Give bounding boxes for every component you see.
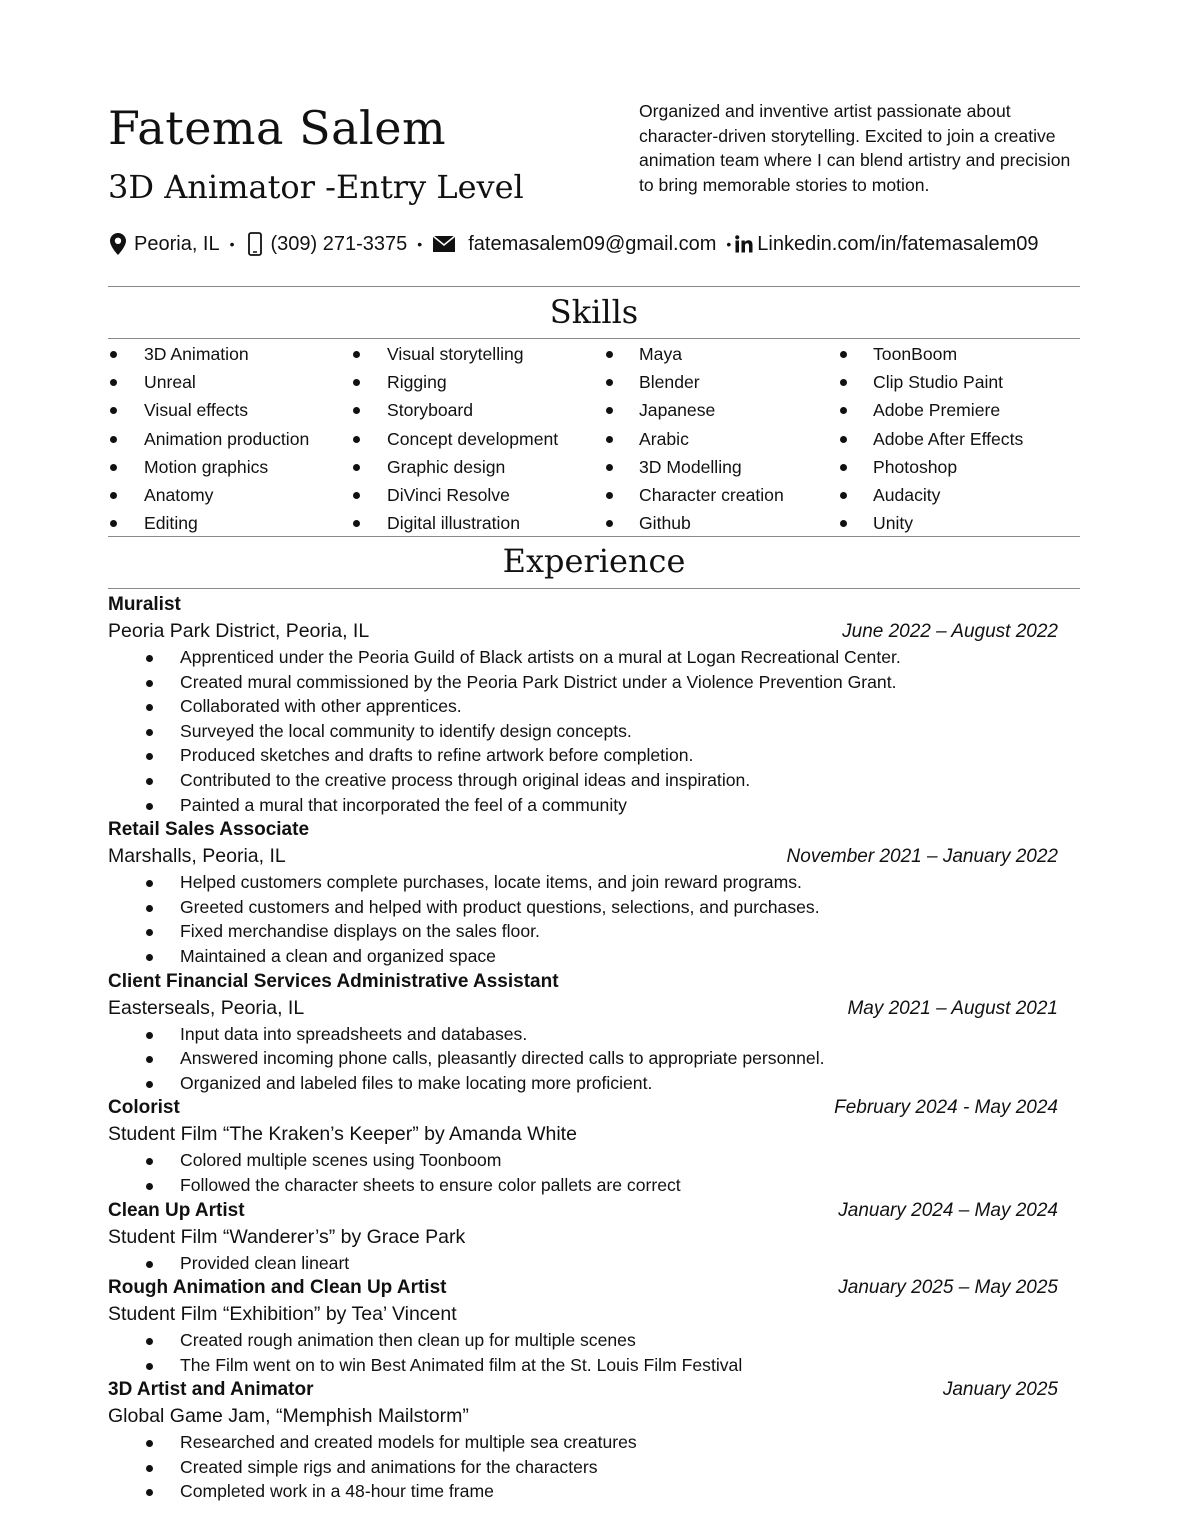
job-title: Retail Sales Associate bbox=[108, 819, 310, 841]
list-item: Contributed to the creative process through original ideas and inspiration. bbox=[108, 768, 1058, 793]
list-item: Collaborated with other apprentices. bbox=[108, 694, 1058, 719]
contact-phone: (309) 271-3375 bbox=[270, 232, 408, 255]
bullet-dot bbox=[146, 929, 153, 936]
job-organization: Marshalls, Peoria, IL November 2021 – January 2022 bbox=[108, 843, 1058, 870]
list-item: Answered incoming phone calls, pleasantly directed calls to appropriate personnel. bbox=[108, 1046, 1058, 1071]
bullet-dot bbox=[840, 520, 847, 527]
job-title: Clean Up Artist January 2024 – May 2024 bbox=[108, 1198, 1058, 1224]
divider bbox=[108, 588, 1080, 589]
list-item: Helped customers complete purchases, locate items, and join reward programs. bbox=[108, 870, 1058, 895]
list-item: Greeted customers and helped with product questions, selections, and purchases. bbox=[108, 895, 1058, 920]
skill-item: Maya bbox=[604, 341, 834, 369]
bullet-dot bbox=[840, 379, 847, 386]
skill-item: DiVinci Resolve bbox=[351, 482, 591, 510]
bullet-dot bbox=[110, 492, 117, 499]
skill-item: Japanese bbox=[604, 397, 834, 425]
job-entry bbox=[108, 1198, 1058, 1276]
contact-location: Peoria, IL bbox=[134, 232, 220, 255]
bullet-dot bbox=[840, 464, 847, 471]
bullet-dot bbox=[353, 379, 360, 386]
job-title: Muralist bbox=[108, 594, 181, 615]
bullet-dot bbox=[146, 1158, 153, 1165]
candidate-name: Fatema Salem bbox=[108, 101, 447, 155]
bullet-dot bbox=[110, 464, 117, 471]
list-item: Fixed merchandise displays on the sales floor. bbox=[108, 919, 1058, 944]
skill-item: Blender bbox=[604, 369, 834, 397]
contact-separator: • bbox=[229, 236, 235, 252]
list-item: Created simple rigs and animations for the characters bbox=[108, 1455, 1058, 1480]
bullet-dot bbox=[146, 905, 153, 912]
job-bullets bbox=[108, 870, 1058, 968]
bullet-dot bbox=[353, 351, 360, 358]
job-bullets bbox=[108, 645, 1058, 817]
bullet-dot bbox=[606, 351, 613, 358]
contact-email-link[interactable]: fatemasalem09@gmail.com bbox=[468, 232, 717, 255]
skill-item: Digital illustration bbox=[351, 510, 591, 538]
bullet-dot bbox=[146, 1032, 153, 1039]
job-organization: Global Game Jam, “Memphish Mailstorm” bbox=[108, 1405, 469, 1428]
bullet-dot bbox=[353, 464, 360, 471]
job-dates: June 2022 – August 2022 bbox=[842, 621, 1058, 642]
job-title: Colorist February 2024 - May 2024 bbox=[108, 1095, 1058, 1121]
bullet-dot bbox=[606, 379, 613, 386]
contact-linkedin-link[interactable]: Linkedin.com/in/fatemasalem09 bbox=[757, 232, 1039, 255]
skill-item: Visual storytelling bbox=[351, 341, 591, 369]
list-item: Followed the character sheets to ensure color pallets are correct bbox=[108, 1173, 1058, 1198]
divider bbox=[108, 286, 1080, 287]
job-entry bbox=[108, 969, 1058, 1096]
bullet-dot bbox=[110, 379, 117, 386]
envelope-icon bbox=[432, 232, 456, 256]
skill-item: Unity bbox=[838, 510, 1078, 538]
list-item: Created mural commissioned by the Peoria Park District under a Violence Prevention Grant. bbox=[108, 670, 1058, 695]
bullet-dot bbox=[353, 520, 360, 527]
bullet-dot bbox=[606, 407, 613, 414]
skill-item: Arabic bbox=[604, 426, 834, 454]
divider bbox=[108, 536, 1080, 537]
list-item: Apprenticed under the Peoria Guild of Black artists on a mural at Logan Recreational Center. bbox=[108, 645, 1058, 670]
list-item: Provided clean lineart bbox=[108, 1251, 1058, 1276]
skill-item: Concept development bbox=[351, 426, 591, 454]
list-item: The Film went on to win Best Animated film at the St. Louis Film Festival bbox=[108, 1353, 1058, 1378]
job-bullets bbox=[108, 1148, 1058, 1197]
bullet-dot bbox=[146, 1338, 153, 1345]
skill-item: Motion graphics bbox=[108, 454, 338, 482]
list-item: Created rough animation then clean up for multiple scenes bbox=[108, 1328, 1058, 1353]
job-dates: January 2024 – May 2024 bbox=[838, 1199, 1058, 1221]
job-entry bbox=[108, 1275, 1058, 1377]
job-entry bbox=[108, 1377, 1058, 1504]
profile-summary: Organized and inventive artist passionate about character-driven storytelling. Excited to join a creative animation team where I can blend artistry and precision to bring memorable stories to motion. bbox=[639, 101, 1071, 195]
phone-icon bbox=[245, 232, 265, 256]
bullet-dot bbox=[840, 351, 847, 358]
experience-list bbox=[108, 592, 1058, 1504]
skill-item: Adobe After Effects bbox=[838, 426, 1078, 454]
skills-column bbox=[108, 341, 338, 538]
job-bullets bbox=[108, 1328, 1058, 1377]
skill-item: Editing bbox=[108, 510, 338, 538]
job-dates: January 2025 bbox=[942, 1379, 1058, 1401]
bullet-dot bbox=[146, 655, 153, 662]
skill-item: Visual effects bbox=[108, 397, 338, 425]
list-item: Surveyed the local community to identify design concepts. bbox=[108, 719, 1058, 744]
list-item: Produced sketches and drafts to refine artwork before completion. bbox=[108, 743, 1058, 768]
skills-column bbox=[604, 341, 834, 538]
bullet-dot bbox=[146, 954, 153, 961]
skill-item: Audacity bbox=[838, 482, 1078, 510]
bullet-dot bbox=[146, 729, 153, 736]
candidate-role: 3D Animator -Entry Level bbox=[108, 168, 524, 206]
bullet-dot bbox=[146, 1081, 153, 1088]
bullet-dot bbox=[146, 880, 153, 887]
bullet-dot bbox=[146, 778, 153, 785]
skill-item: Animation production bbox=[108, 426, 338, 454]
bullet-dot bbox=[840, 492, 847, 499]
bullet-dot bbox=[146, 1056, 153, 1063]
bullet-dot bbox=[146, 803, 153, 810]
list-item: Completed work in a 48-hour time frame bbox=[108, 1479, 1058, 1504]
job-bullets bbox=[108, 1430, 1058, 1504]
skill-item: Rigging bbox=[351, 369, 591, 397]
job-organization: Student Film “The Kraken’s Keeper” by Amanda White bbox=[108, 1123, 577, 1146]
bullet-dot bbox=[146, 1489, 153, 1496]
job-title: 3D Artist and Animator January 2025 bbox=[108, 1377, 1058, 1403]
job-organization: Easterseals, Peoria, IL May 2021 – August 2021 bbox=[108, 995, 1058, 1022]
skill-item: ToonBoom bbox=[838, 341, 1078, 369]
bullet-dot bbox=[606, 520, 613, 527]
job-title: Client Financial Services Administrative Assistant bbox=[108, 970, 559, 992]
job-bullets bbox=[108, 1022, 1058, 1096]
contact-line bbox=[108, 228, 1039, 260]
job-dates: May 2021 – August 2021 bbox=[847, 997, 1058, 1019]
job-title: Rough Animation and Clean Up Artist January 2025 – May 2025 bbox=[108, 1275, 1058, 1301]
bullet-dot bbox=[606, 464, 613, 471]
job-organization: Student Film “Exhibition” by Tea’ Vincent bbox=[108, 1303, 457, 1326]
divider bbox=[108, 338, 1080, 339]
job-organization: Student Film “Wanderer’s” by Grace Park bbox=[108, 1225, 466, 1248]
list-item: Maintained a clean and organized space bbox=[108, 944, 1058, 969]
skill-item: Character creation bbox=[604, 482, 834, 510]
bullet-dot bbox=[353, 436, 360, 443]
job-dates: November 2021 – January 2022 bbox=[786, 846, 1058, 868]
bullet-dot bbox=[146, 753, 153, 760]
skill-item: Adobe Premiere bbox=[838, 397, 1078, 425]
bullet-dot bbox=[146, 680, 153, 687]
skill-item: Github bbox=[604, 510, 834, 538]
job-bullets bbox=[108, 1251, 1058, 1276]
location-pin-icon bbox=[108, 232, 128, 256]
job-organization: Peoria Park District, Peoria, IL June 2022 – August 2022 bbox=[108, 618, 1058, 645]
bullet-dot bbox=[110, 520, 117, 527]
skills-column bbox=[838, 341, 1078, 538]
linkedin-icon bbox=[735, 232, 753, 256]
job-entry bbox=[108, 1095, 1058, 1197]
skill-item: 3D Animation bbox=[108, 341, 338, 369]
bullet-dot bbox=[146, 1261, 153, 1268]
bullet-dot bbox=[110, 436, 117, 443]
bullet-dot bbox=[353, 492, 360, 499]
skill-item: Photoshop bbox=[838, 454, 1078, 482]
experience-heading: Experience bbox=[502, 542, 686, 580]
job-entry bbox=[108, 592, 1058, 817]
list-item: Input data into spreadsheets and databases. bbox=[108, 1022, 1058, 1047]
bullet-dot bbox=[146, 1440, 153, 1447]
list-item: Painted a mural that incorporated the feel of a community bbox=[108, 793, 1058, 818]
bullet-dot bbox=[353, 407, 360, 414]
skill-item: Anatomy bbox=[108, 482, 338, 510]
list-item: Colored multiple scenes using Toonboom bbox=[108, 1148, 1058, 1173]
bullet-dot bbox=[840, 407, 847, 414]
job-entry bbox=[108, 817, 1058, 968]
bullet-dot bbox=[606, 492, 613, 499]
bullet-dot bbox=[146, 1183, 153, 1190]
skill-item: Clip Studio Paint bbox=[838, 369, 1078, 397]
skill-item: Storyboard bbox=[351, 397, 591, 425]
bullet-dot bbox=[110, 407, 117, 414]
list-item: Organized and labeled files to make locating more proficient. bbox=[108, 1071, 1058, 1096]
job-dates: February 2024 - May 2024 bbox=[834, 1097, 1058, 1119]
bullet-dot bbox=[110, 351, 117, 358]
contact-separator: • bbox=[726, 236, 732, 252]
bullet-dot bbox=[840, 436, 847, 443]
skills-column bbox=[351, 341, 591, 538]
contact-separator: • bbox=[417, 236, 423, 252]
skill-item: Unreal bbox=[108, 369, 338, 397]
skill-item: 3D Modelling bbox=[604, 454, 834, 482]
bullet-dot bbox=[606, 436, 613, 443]
list-item: Researched and created models for multiple sea creatures bbox=[108, 1430, 1058, 1455]
bullet-dot bbox=[146, 1363, 153, 1370]
job-dates: January 2025 – May 2025 bbox=[838, 1277, 1058, 1299]
bullet-dot bbox=[146, 1465, 153, 1472]
skill-item: Graphic design bbox=[351, 454, 591, 482]
skills-heading: Skills bbox=[549, 293, 639, 331]
bullet-dot bbox=[146, 704, 153, 711]
